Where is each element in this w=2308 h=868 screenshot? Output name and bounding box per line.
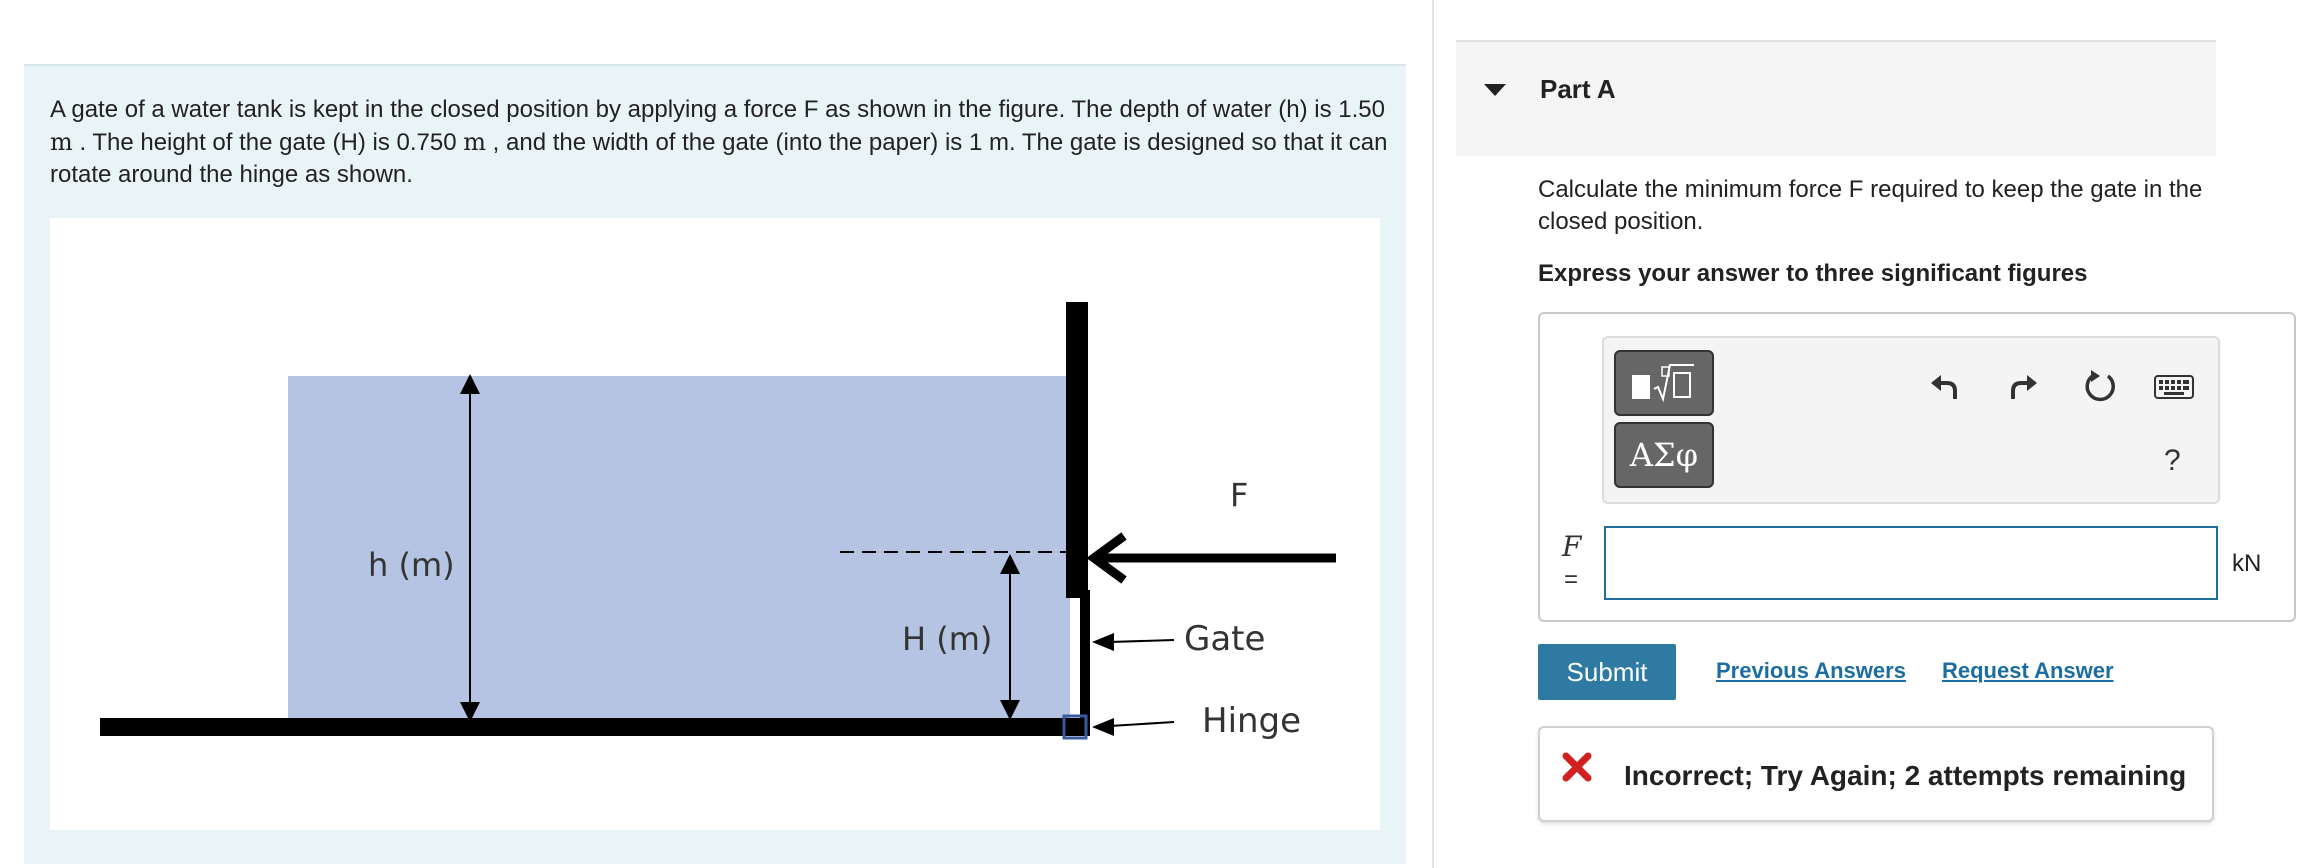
label-gate: Gate bbox=[1184, 619, 1266, 659]
incorrect-x-icon bbox=[1560, 750, 1594, 789]
answer-box bbox=[1538, 312, 2296, 622]
tank-gate-diagram bbox=[50, 218, 1380, 830]
label-F: F bbox=[1230, 476, 1249, 514]
answer-input[interactable] bbox=[1604, 526, 2218, 600]
gate bbox=[1080, 590, 1090, 730]
tank-gate-figure bbox=[50, 218, 1380, 830]
reset-icon[interactable] bbox=[2078, 364, 2122, 408]
submit-button[interactable]: Submit bbox=[1538, 644, 1676, 700]
template-radical-icon bbox=[1628, 359, 1700, 407]
label-H: H (m) bbox=[902, 620, 993, 658]
feedback-box bbox=[1538, 726, 2214, 822]
previous-answers-link[interactable]: Previous Answers bbox=[1716, 658, 1906, 683]
problem-unit-1: m bbox=[50, 128, 73, 156]
request-answer-link[interactable]: Request Answer bbox=[1942, 658, 2114, 683]
tank-floor bbox=[100, 718, 1090, 736]
feedback-message: Incorrect; Try Again; 2 attempts remaining bbox=[1624, 760, 2187, 791]
label-hinge: Hinge bbox=[1202, 701, 1302, 741]
problem-text-part-1: A gate of a water tank is kept in the closed position by applying a force F as shown in the figure. The depth of water (h) is 1.50 bbox=[50, 96, 1385, 123]
problem-panel bbox=[24, 64, 1406, 864]
gate-pointer-head bbox=[1092, 633, 1114, 651]
answer-variable-label: F bbox=[1562, 530, 1582, 563]
help-button[interactable]: ? bbox=[2164, 444, 2181, 477]
tank-wall bbox=[1066, 302, 1088, 598]
problem-text-part-3: , and the width of the gate (into the paper) is 1 m. The gate is designed so that it can rotate around the hinge as shown. bbox=[50, 129, 1388, 188]
answer-unit-label: kN bbox=[2232, 550, 2262, 577]
redo-icon[interactable] bbox=[2002, 364, 2046, 408]
greek-symbols-button[interactable]: ΑΣφ bbox=[1614, 422, 1714, 488]
answer-instruction: Express your answer to three significant figures bbox=[1538, 260, 2088, 287]
templates-button[interactable] bbox=[1614, 350, 1714, 416]
problem-text-part-2: . The height of the gate (H) is 0.750 bbox=[79, 129, 457, 156]
part-title: Part A bbox=[1540, 74, 1616, 104]
math-toolbar bbox=[1602, 336, 2220, 504]
panel-divider bbox=[1432, 0, 1434, 868]
part-a-header[interactable] bbox=[1456, 40, 2216, 156]
label-h: h (m) bbox=[368, 546, 455, 584]
collapse-caret-icon[interactable] bbox=[1484, 84, 1506, 96]
problem-statement bbox=[50, 94, 1390, 191]
problem-unit-2: m bbox=[463, 128, 486, 156]
answer-equals-label: = bbox=[1564, 566, 1579, 593]
hinge-pointer-head bbox=[1092, 718, 1114, 736]
keyboard-icon[interactable] bbox=[2152, 364, 2196, 408]
question-text: Calculate the minimum force F required to keep the gate in the closed position. bbox=[1538, 176, 2203, 235]
hinge-pointer-line bbox=[1110, 722, 1174, 726]
undo-icon[interactable] bbox=[1922, 364, 1966, 408]
gate-pointer-line bbox=[1110, 640, 1174, 642]
